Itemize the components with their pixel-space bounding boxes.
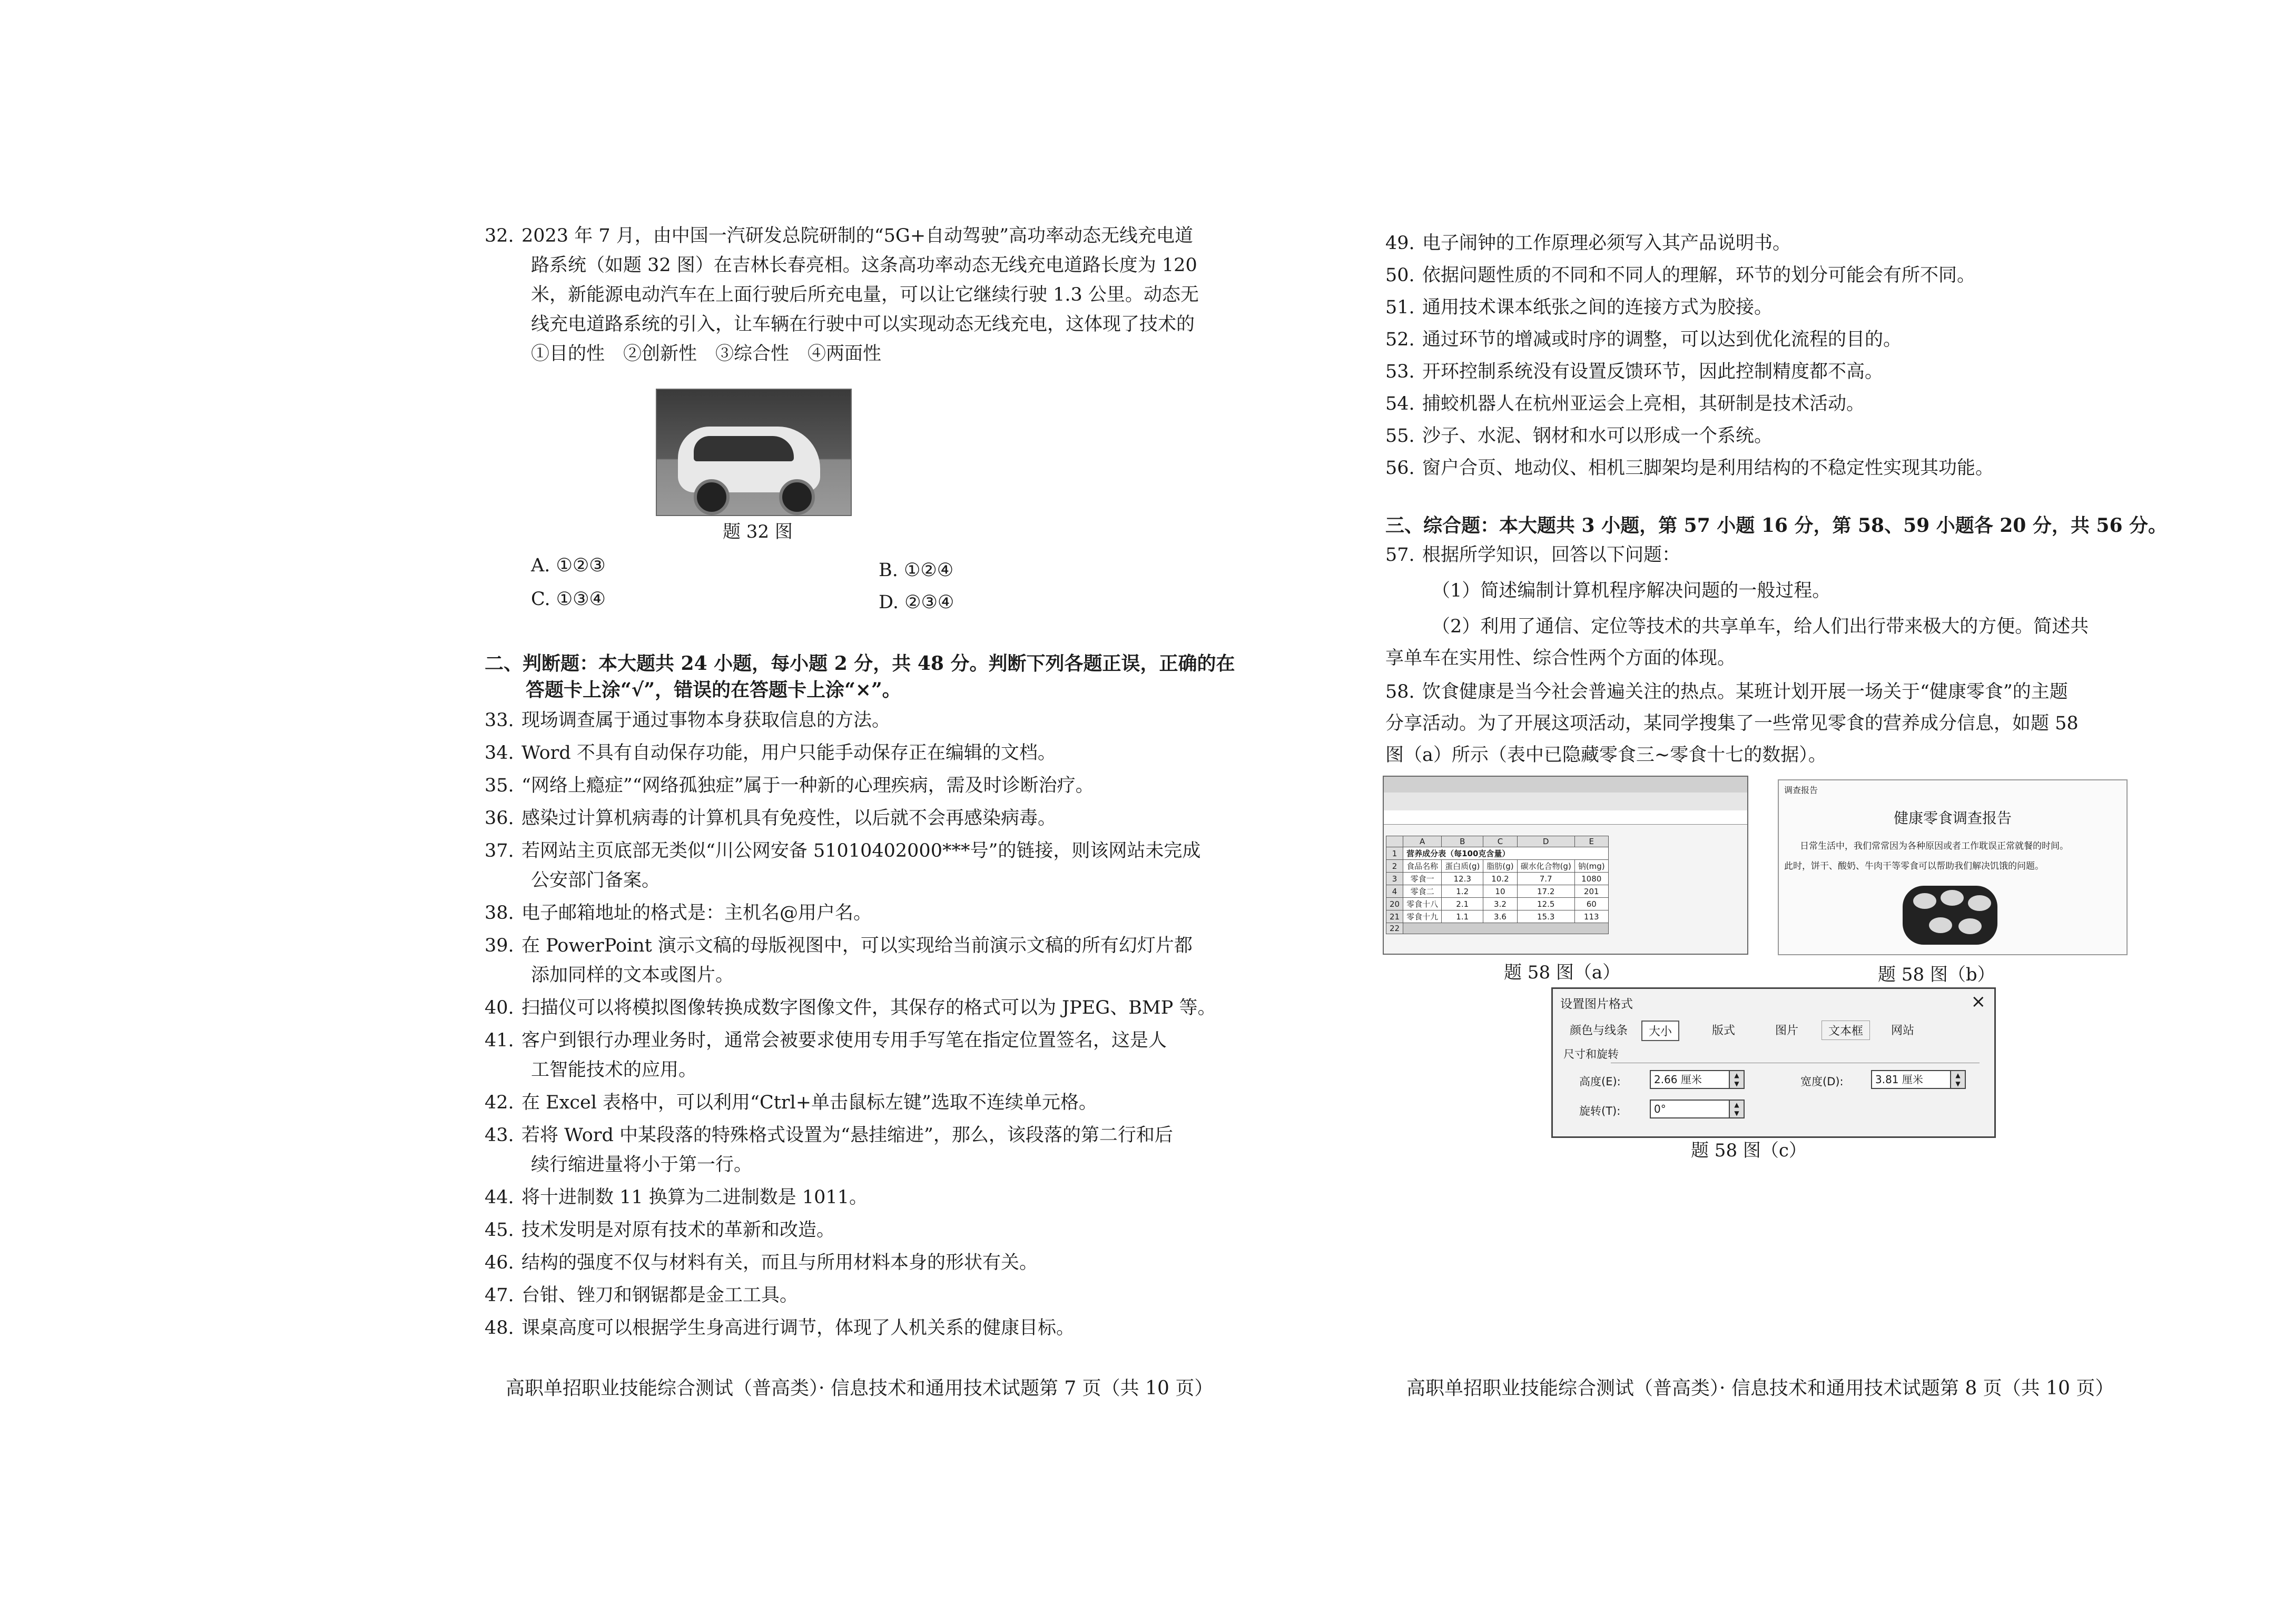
spin-arrows-icon[interactable]: ▲ ▼ [1729,1071,1744,1088]
page-footer: 高职单招职业技能综合测试（普高类）· 信息技术和通用技术试题第 7 页（共 10 页） [506,1378,1214,1399]
question-text: 台钳、锉刀和钢锯都是金工工具。 [521,1285,799,1306]
question-number: 36. [485,808,514,829]
question-number: 53. [1385,361,1415,382]
question-number: 52. [1385,329,1415,350]
table-title: 营养成分表（每100克含量） [1403,847,1609,860]
question-text: 客户到银行办理业务时，通常会被要求使用专用手写笔在指定位置签名，这是人 [521,1030,1167,1051]
question-text: 依据问题性质的不同和不同人的理解，环节的划分可能会有所不同。 [1422,265,1976,286]
doc-body-line: 日常生活中，我们常常因为各种原因或者工作耽误正常就餐的时间。 [1800,841,2069,851]
row-header: 3 [1386,873,1403,885]
question-number: 49. [1385,233,1415,254]
judgement-question [1385,325,1902,354]
question-57 [1385,540,1680,570]
judgement-question [1385,229,1791,258]
question-number: 43. [485,1125,514,1146]
judgement-question [485,836,1200,866]
question-text: “网络上瘾症”“网络孤独症”属于一种新的心理疾病，需及时诊断治疗。 [521,775,1094,796]
question-number: 48. [485,1318,514,1339]
rotate-label: 旋转(T): [1579,1105,1621,1117]
question-number: 58. [1385,681,1415,702]
table-cell: 10 [1483,885,1517,898]
question-number: 33. [485,710,514,731]
table-cell: 113 [1574,910,1608,923]
question-text: 现场调查属于通过事物本身获取信息的方法。 [521,710,891,731]
table-header-cell: 蛋白质(g) [1442,860,1483,873]
table-cell: 1.2 [1442,885,1483,898]
height-value: 2.66 厘米 [1654,1073,1702,1086]
close-icon[interactable]: × [1971,991,1986,1012]
doc-title: 健康零食调查报告 [1893,809,2012,827]
table-cell: 10.2 [1483,873,1517,885]
bowl-icon [1941,890,1964,906]
bowl-icon [1968,895,1991,911]
spin-arrows-icon[interactable]: ▲ ▼ [1729,1101,1744,1117]
spin-arrows-icon[interactable]: ▲ ▼ [1950,1071,1965,1088]
row-header: 1 [1386,847,1403,860]
row-header: 2 [1386,860,1403,873]
question-text: 享单车在实用性、综合性两个方面的体现。 [1385,648,1736,669]
sub-question-1: （1）简述编制计算机程序解决问题的一般过程。 [1432,580,1831,601]
corner-cell [1386,836,1403,847]
car-photo [656,389,852,516]
section-label: 尺寸和旋转 [1563,1048,1619,1061]
bowl-icon [1929,917,1952,933]
table-cell: 1.1 [1442,910,1483,923]
row-header: 20 [1386,898,1403,910]
option-a: A. ①②③ [531,555,606,576]
width-label: 宽度(D): [1800,1075,1844,1088]
question-number: 35. [485,775,514,796]
tab-web[interactable]: 网站 [1891,1024,1915,1037]
question-number: 34. [485,742,514,764]
column-header: D [1517,836,1574,847]
question-text: 根据所学知识，回答以下问题： [1422,544,1681,566]
question-text: 若将 Word 中某段落的特殊格式设置为“悬挂缩进”，那么，该段落的第二行和后 [521,1125,1173,1146]
option-b: B. ①②④ [879,560,954,581]
table-cell: 17.2 [1517,885,1574,898]
question-text: 电子闹钟的工作原理必须写入其产品说明书。 [1422,233,1791,254]
judgement-question [1385,421,1773,451]
judgement-question [1385,389,1865,419]
section-heading-judgement: 二、判断题：本大题共 24 小题，每小题 2 分，共 48 分。判断下列各题正误，正确的在 [485,652,1235,675]
question-text: Word 不具有自动保存功能，用户只能手动保存正在编辑的文档。 [521,742,1056,764]
judgement-question [485,1121,1173,1150]
wheel-icon [779,479,815,515]
question-text: 分享活动。为了开展这项活动，某同学搜集了一些常见零食的营养成分信息，如题 58 [1385,713,2079,734]
judgement-question [485,931,1193,960]
judgement-question [485,771,1094,800]
column-header: A [1403,836,1442,847]
question-text: 米，新能源电动汽车在上面行驶后所充电量，可以让它继续行驶 1.3 公里。动态无 [531,284,1199,305]
judgement-question [485,1088,1097,1117]
table-cell: 2.1 [1442,898,1483,910]
table-header-cell: 脂肪(g) [1483,860,1517,873]
figure-caption-c: 题 58 图（c） [1691,1140,1807,1161]
doc-corner-label: 调查报告 [1784,785,1818,795]
table-cell: 15.3 [1517,910,1574,923]
question-text: 饮食健康是当今社会普遍关注的热点。某班计划开展一场关于“健康零食”的主题 [1422,681,2068,702]
question-number: 55. [1385,425,1415,447]
dialog-title: 设置图片格式 [1560,997,1633,1011]
question-58 [1385,677,2068,707]
table-cell: 3.2 [1483,898,1517,910]
question-number: 46. [485,1252,514,1273]
question-number: 56. [1385,458,1415,479]
question-number: 51. [1385,297,1415,318]
height-label: 高度(E): [1579,1075,1621,1088]
picture-format-dialog [1551,987,1996,1138]
question-text: 扫描仪可以将模拟图像转换成数字图像文件，其保存的格式可以为 JPEG、BMP 等。 [521,997,1216,1018]
question-text: 路系统（如题 32 图）在吉林长春亮相。这条高功率动态无线充电道路长度为 120 [531,255,1197,276]
excel-menu-bar [1384,777,1747,793]
judgement-question [485,1281,798,1310]
question-text: 通用技术课本纸张之间的连接方式为胶接。 [1422,297,1773,318]
question-number: 57. [1385,544,1415,566]
table-cell: 12.5 [1517,898,1574,910]
rotate-value: 0° [1654,1103,1666,1115]
judgement-question [485,898,872,928]
option-c: C. ①③④ [531,589,606,610]
question-text: 将十进制数 11 换算为二进制数是 1011。 [521,1187,868,1208]
page-footer: 高职单招职业技能综合测试（普高类）· 信息技术和通用技术试题第 8 页（共 10 页） [1406,1378,2114,1399]
sheet-tab-bar [1403,923,1609,934]
table-cell: 201 [1574,885,1608,898]
table-cell: 12.3 [1442,873,1483,885]
table-row [1386,898,1609,910]
tab-textbox[interactable]: 文本框 [1822,1021,1870,1040]
question-text: 结构的强度不仅与材料有关，而且与所用材料本身的形状有关。 [521,1252,1038,1273]
question-number: 37. [485,840,514,861]
judgement-question [1385,293,1773,322]
question-text: 技术发明是对原有技术的革新和改造。 [521,1220,835,1241]
bowl-icon [1958,918,1982,934]
question-number: 45. [485,1220,514,1241]
excel-formula-bar [1384,810,1747,825]
table-cell: 7.7 [1517,873,1574,885]
table-header-cell: 碳水化合物(g) [1517,860,1574,873]
judgement-question [485,993,1216,1023]
judgement-question [485,1183,868,1212]
question-text: 沙子、水泥、钢材和水可以形成一个系统。 [1422,425,1773,447]
bowl-icon [1913,893,1936,909]
width-stepper[interactable] [1871,1070,1966,1089]
question-text: 课桌高度可以根据学生身高进行调节，体现了人机关系的健康目标。 [521,1318,1075,1339]
question-number: 50. [1385,265,1415,286]
question-number: 44. [485,1187,514,1208]
width-value: 3.81 厘米 [1875,1073,1923,1086]
table-cell: 零食一 [1403,873,1442,885]
tab-size[interactable]: 大小 [1641,1021,1679,1041]
question-text: 2023 年 7 月，由中国一汽研发总院研制的“5G+自动驾驶”高功率动态无线充电道 [521,225,1194,246]
row-header: 4 [1386,885,1403,898]
question-text: 开环控制系统没有设置反馈环节，因此控制精度都不高。 [1422,361,1884,382]
question-text: 线充电道路系统的引入，让车辆在行驶中可以实现动态无线充电，这体现了技术的 [531,314,1195,335]
question-choices-list: ①目的性 ②创新性 ③综合性 ④两面性 [531,343,882,364]
question-number: 41. [485,1030,514,1051]
table-cell: 零食十九 [1403,910,1442,923]
question-number: 42. [485,1092,514,1113]
table-row [1386,873,1609,885]
question-number: 47. [485,1285,514,1306]
judgement-question [1385,453,1994,483]
judgement-question [485,1026,1167,1055]
question-text: 公安部门备案。 [531,870,661,891]
table-cell: 1080 [1574,873,1608,885]
question-32 [485,221,1193,251]
question-number: 39. [485,935,514,956]
question-number: 32. [485,225,514,246]
question-text: 感染过计算机病毒的计算机具有免疫性，以后就不会再感染病毒。 [521,808,1057,829]
question-text: 在 Excel 表格中，可以利用“Ctrl+单击鼠标左键”选取不连续单元格。 [521,1092,1097,1113]
question-text: 工智能技术的应用。 [531,1059,697,1081]
table-row [1386,885,1609,898]
judgement-question [485,804,1056,833]
question-text: 通过环节的增减或时序的调整，可以达到优化流程的目的。 [1422,329,1902,350]
tab-colors-lines[interactable]: 颜色与线条 [1570,1024,1628,1037]
question-text: 图（a）所示（表中已隐藏零食三~零食十七的数据）。 [1385,745,1827,766]
table-cell: 零食二 [1403,885,1442,898]
table-row [1386,910,1609,923]
height-stepper[interactable] [1650,1070,1745,1089]
tab-picture[interactable]: 图片 [1775,1024,1799,1037]
figure-caption-a: 题 58 图（a） [1504,962,1621,983]
section-heading-judgement-line2: 答题卡上涂“√”，错误的在答题卡上涂“×”。 [526,679,901,701]
sub-question-2: （2）利用了通信、定位等技术的共享单车，给人们出行带来极大的方便。简述共 [1432,616,2089,637]
judgement-question [1385,357,1883,387]
judgement-question [485,738,1056,768]
figure-caption-b: 题 58 图（b） [1878,964,1995,985]
option-d: D. ②③④ [879,592,954,613]
wheel-icon [694,479,730,515]
figure-caption: 题 32 图 [723,521,793,542]
doc-body-line: 此时，饼干、酸奶、牛肉干等零食可以帮助我们解决饥饿的问题。 [1784,861,2044,872]
judgement-question [485,706,890,735]
question-text: 若网站主页底部无类似“川公网安备 51010402000***号”的链接，则该网站未完成 [521,840,1201,861]
section-heading-comprehensive: 三、综合题：本大题共 3 小题，第 57 小题 16 分，第 58、59 小题各 20 分，共 56 分。 [1385,514,2168,537]
excel-toolbar [1384,793,1747,811]
question-text: 捕蛟机器人在杭州亚运会上亮相，其研制是技术活动。 [1422,393,1865,414]
rotate-stepper[interactable] [1650,1100,1745,1118]
question-text: 窗户合页、地动仪、相机三脚架均是利用结构的不稳定性实现其功能。 [1422,458,1994,479]
question-text: 在 PowerPoint 演示文稿的母版视图中，可以实现给当前演示文稿的所有幻灯片都 [521,935,1193,956]
table-cell: 3.6 [1483,910,1517,923]
question-text: 添加同样的文本或图片。 [531,965,734,986]
judgement-question [485,1215,835,1245]
judgement-question [485,1313,1075,1343]
question-number: 54. [1385,393,1415,414]
row-header: 22 [1386,923,1403,934]
excel-screenshot [1383,776,1748,955]
column-header: B [1442,836,1483,847]
judgement-question [1385,261,1975,290]
question-number: 38. [485,903,514,924]
question-number: 40. [485,997,514,1018]
row-header: 21 [1386,910,1403,923]
car-window-shape [694,436,794,461]
question-text: 续行缩进量将小于第一行。 [531,1154,753,1175]
column-header: E [1574,836,1608,847]
table-header-cell: 食品名称 [1403,860,1442,873]
table-cell: 60 [1574,898,1608,910]
table-cell: 零食十八 [1403,898,1442,910]
table-header-cell: 钠(mg) [1574,860,1608,873]
word-document-screenshot [1778,779,2128,955]
question-text: 电子邮箱地址的格式是：主机名@用户名。 [521,903,872,924]
column-header: C [1483,836,1517,847]
judgement-question [485,1248,1038,1278]
excel-table [1386,836,1609,934]
tab-layout[interactable]: 版式 [1712,1024,1736,1037]
snack-bowls-image [1903,886,1997,945]
